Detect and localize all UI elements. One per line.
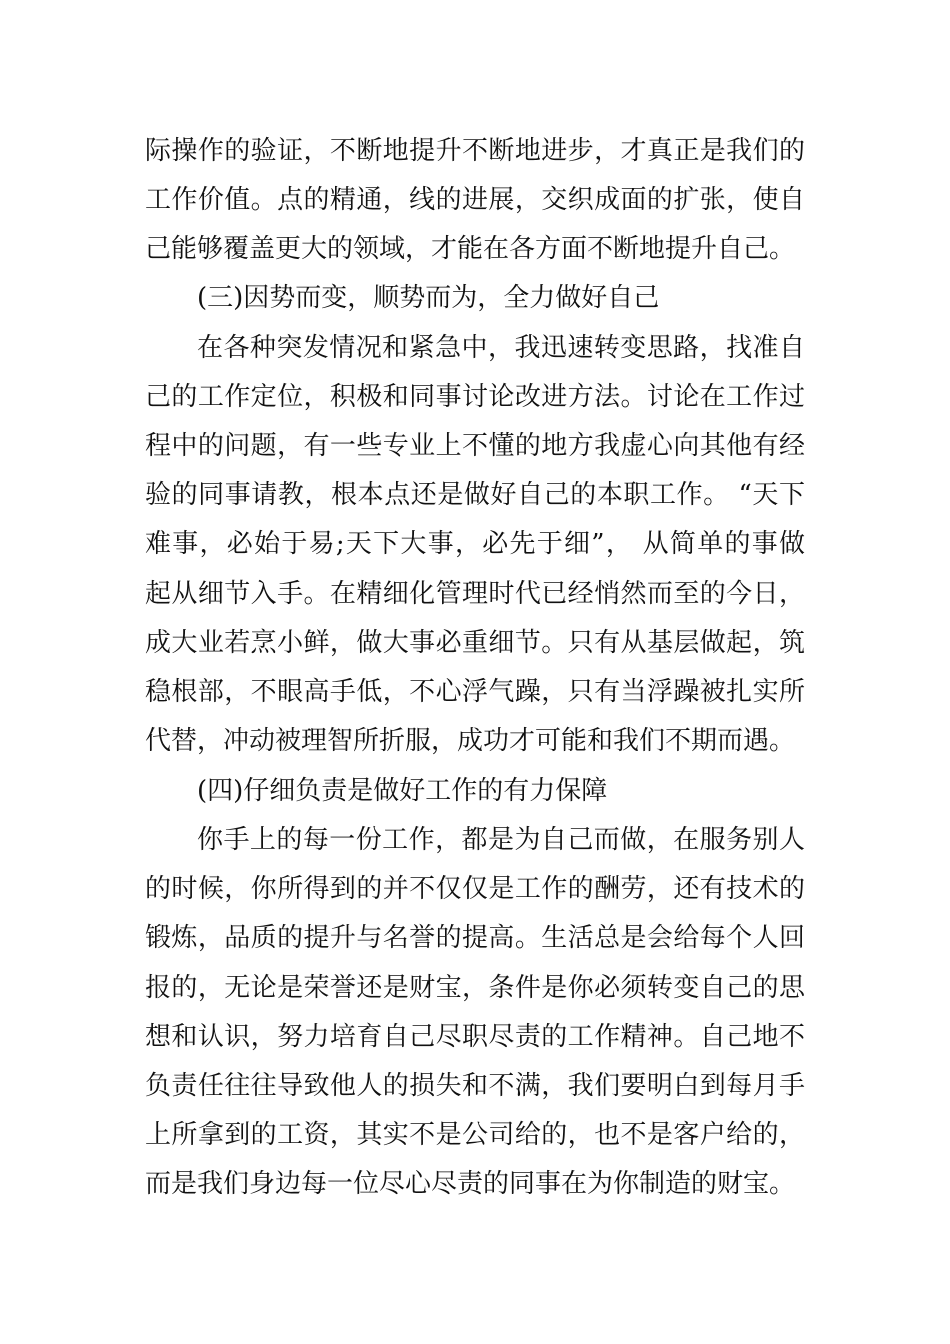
text-line: 你手上的每一份工作，都是为自己而做，在服务别人 [197,825,805,855]
text-line: 际操作的验证，不断地提升不断地进步，才真正是我们的 [145,136,805,166]
text-line: 想和认识，努力培育自己尽职尽责的工作精神。自己地不 [145,1022,805,1052]
text-line: 而是我们身边每一位尽心尽责的同事在为你制造的财宝。 [145,1169,796,1199]
text-line: 己的工作定位，积极和同事讨论改进方法。讨论在工作过 [145,382,805,412]
text-line: 难事，必始于易;天下大事，必先于细”， 从简单的事做 [145,529,805,559]
text-line: 报的，无论是荣誉还是财宝，条件是你必须转变自己的思 [145,973,805,1003]
section-heading-3: (三)因势而变，顺势而为，全力做好自己 [197,283,660,313]
section-heading-4: (四)仔细负责是做好工作的有力保障 [197,776,608,806]
text-line: 稳根部，不眼高手低，不心浮气躁，只有当浮躁被扎实所 [145,677,805,707]
text-line: 工作价值。点的精通，线的进展，交织成面的扩张，使自 [145,185,805,215]
text-line: 代替，冲动被理智所折服，成功才可能和我们不期而遇。 [145,726,796,756]
text-line: 成大业若烹小鲜，做大事必重细节。只有从基层做起，筑 [145,628,805,658]
text-line: 的时候，你所得到的并不仅仅是工作的酬劳，还有技术的 [145,874,805,904]
text-line: 程中的问题，有一些专业上不懂的地方我虚心向其他有经 [145,431,805,461]
text-line: 负责任往往导致他人的损失和不满，我们要明白到每月手 [145,1071,805,1101]
text-line: 锻炼，品质的提升与名誉的提高。生活总是会给每个人回 [145,923,805,953]
text-line: 起从细节入手。在精细化管理时代已经悄然而至的今日， [145,579,805,609]
text-line: 上所拿到的工资，其实不是公司给的，也不是客户给的， [145,1120,805,1150]
text-line: 己能够覆盖更大的领域，才能在各方面不断地提升自己。 [145,234,796,264]
text-line: 验的同事请教，根本点还是做好自己的本职工作。 “天下 [145,480,805,510]
text-line: 在各种突发情况和紧急中，我迅速转变思路，找准自 [197,333,805,363]
